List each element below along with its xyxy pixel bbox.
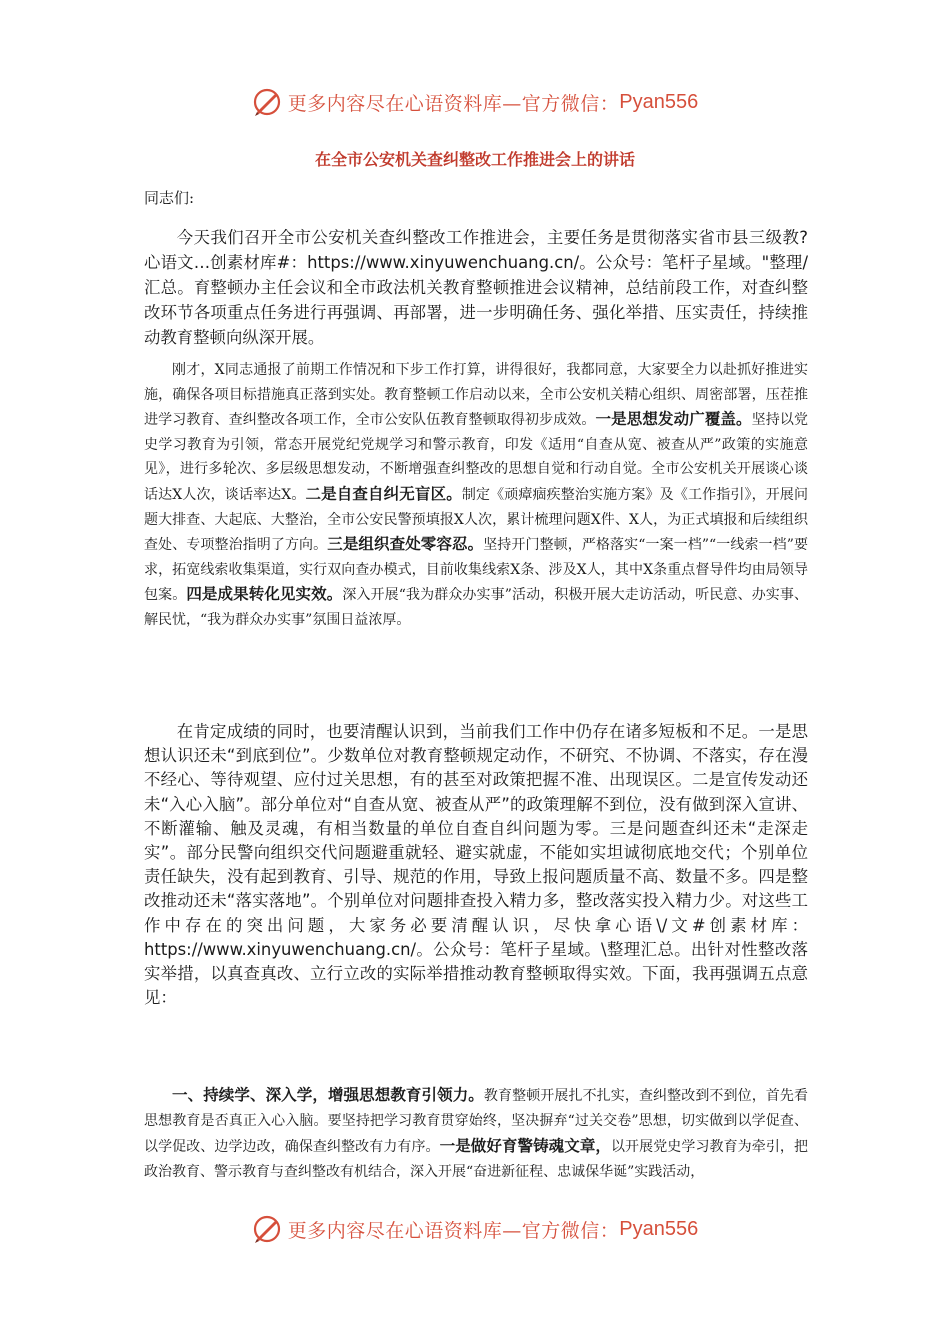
paragraph-point-one <box>144 1083 808 1185</box>
footer-banner <box>0 1209 950 1249</box>
header-banner <box>0 82 950 122</box>
achievement-heading-4: 四是成果转化见实效。 <box>186 585 343 604</box>
achievement-text-3: 坚持开门整顿，严格落实“一案一档”“一线索一档”要求，拓宽线索收集渠道，实行双向查办模式，目前收集线索X条、涉及X人，其中X条重点督导件均由局领导包案。 <box>144 537 808 604</box>
point-one-sub-text: 以开展党史学习教育为牵引，把政治教育、警示教育与查纠整改有机结合，深入开展“奋进新征程、忠诚保华诞”实践活动， <box>144 1139 808 1180</box>
achievement-heading-3: 三是组织查处零容忍。 <box>327 535 484 554</box>
paragraph-opening: 今天我们召开全市公安机关查纠整改工作推进会，主要任务是贯彻落实省市县三级教?心语文…创素材库#：https://www.xinyuwenchuang.cn/。公众号：笔杆子星域。"整理/汇总。育整顿办主任会议和全市政法机关教育整顿推进会议精神，总结前段工作，对查纠整改环节各项重点任务进行再强调、再部署，进一步明确任务、强化举措、压实责任，持续推动教育整顿向纵深开展。 <box>144 228 808 347</box>
achievement-text-2: 制定《顽瘴痼疾整治实施方案》及《工作指引》，开展问题大排查、大起底、大整治，全市公安民警预填报X人次，累计梳理问题X件、X人，为正式填报和后续组织查处、专项整治指明了方向。 <box>144 486 808 554</box>
pen-logo-icon <box>252 1214 282 1244</box>
banner-wechat-id: Pyan556 <box>619 90 699 113</box>
point-one-heading: 一、持续学、深入学，增强思想教育引领力。 <box>172 1086 484 1104</box>
greeting: 同志们: <box>144 189 195 207</box>
point-one-text: 教育整顿开展扎不扎实，查纠整改到不到位，首先看思想教育是否真正入心入脑。要坚持把学习教育贯穿始终，坚决摒弃“过关交卷”思想，切实做到以学促查、以学促改、边学边改，确保查纠整改有力有序。 <box>144 1088 808 1155</box>
paragraph-shortcomings: 在肯定成绩的同时，也要清醒认识到，当前我们工作中仍存在诸多短板和不足。一是思想认识还未“到底到位”。少数单位对教育整顿规定动作，不研究、不协调、不落实，存在漫不经心、等待观望、应付过关思想，有的甚至对政策把握不准、出现误区。二是宣传发动还未“入心入脑”。部分单位对“自查从宽、被查从严”的政策理解不到位，没有做到深入宣讲、不断灌输、触及灵魂，有相当数量的单位自查自纠问题为零。三是问题查纠还未“走深走实”。部分民警向组织交代问题避重就轻、避实就虚，不能如实坦诚彻底地交代；个别单位责任缺失，没有起到教育、引导、规范的作用，导致上报问题质量不高、数量不多。四是整改推动还未“落实落地”。个别单位对问题排查投入精力多，整改落实投入精力少。对这些工作中存在的突出问题，大家务必要清醒认识，尽快拿心语\/文#创素材库：https://www.xinyuwenchuang.cn/。公众号：笔杆子星域。\整理汇总。出针对性整改落实举措，以真查真改、立行立改的实际举措推动教育整顿取得实效。下面，我再强调五点意见： <box>144 722 808 1008</box>
achievement-heading-1: 一是思想发动广覆盖。 <box>595 410 752 429</box>
pen-logo-icon <box>252 87 282 117</box>
banner-wechat-id: Pyan556 <box>619 1217 699 1240</box>
achievement-text-4: 深入开展“我为群众办实事”活动，积极开展大走访活动，听民意、办实事、解民忧，“我为群众办实事”氛围日益浓厚。 <box>144 587 809 628</box>
achievements-intro: 刚才，X同志通报了前期工作情况和下步工作打算，讲得很好，我都同意，大家要全力以赴抓好推进实施，确保各项目标措施真正落到实处。教育整顿工作启动以来，全市公安机关精心组织、周密部署，压茬推进学习教育、查纠整改各项工作，全市公安队伍教育整顿取得初步成效。 <box>144 362 808 429</box>
achievement-heading-2: 二是自查自纠无盲区。 <box>305 484 462 503</box>
banner-text: 更多内容尽在心语资料库—官方微信： <box>287 1219 620 1242</box>
achievement-text-1: 坚持以党史学习教育为引领，常态开展党纪党规学习和警示教育，印发《适用“自查从宽、被查从严”政策的实施意见》，进行多轮次、多层级思想发动，不断增强查纠整改的思想自觉和行动自觉。全市公安机关开展谈心谈话达X人次，谈话率达X。 <box>144 412 808 503</box>
paragraph-achievements <box>144 358 808 633</box>
document-title: 在全市公安机关查纠整改工作推进会上的讲话 <box>314 150 635 169</box>
point-one-sub-heading: 一是做好育警铸魂文章， <box>439 1137 611 1155</box>
banner-text: 更多内容尽在心语资料库—官方微信： <box>287 92 620 115</box>
